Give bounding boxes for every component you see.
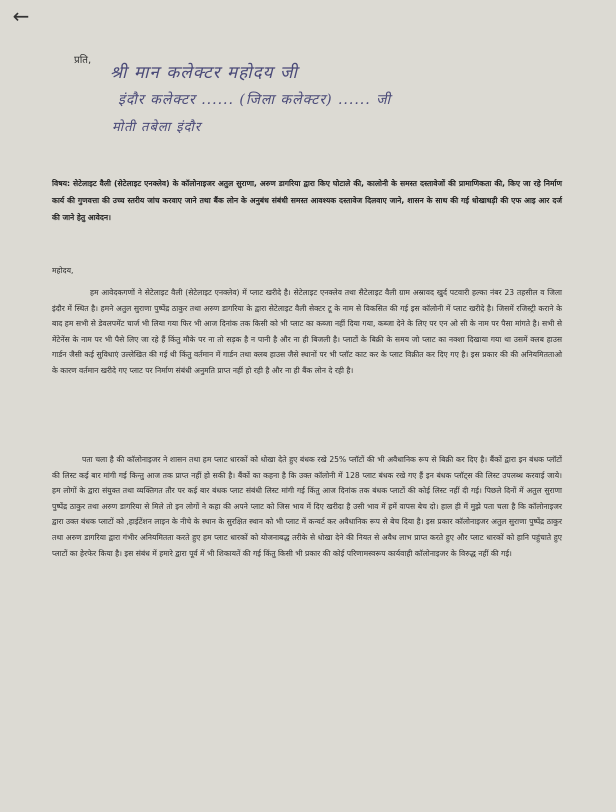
subject-text: विषय: सेटेलाइट वैली (सेटेलाइट एनक्लेव) के कॉलोनाइजर अतुल सुराणा, अरुण डागरिया द्वारा किए घोटाले की, कालोनी के समस्त दस्तावेजों की प्रामाणिकता की, किए जा रहे निर्माण कार्य की गुणवत्ता की उच्च स्तरीय जांच करवाए जाने तथा बैंक लोन के अनुबंध संबंधी समस्त आवश्यक दस्तावेज दिलवाए जाने, शासन के साथ की गई धोखाधड़ी की एफ आइ आर दर्ज की जाने हेतु आवेदन। [52, 179, 562, 222]
addressee-line-1: श्री मान कलेक्टर महोदय जी [110, 63, 298, 83]
addressee-line-2: इंदौर कलेक्टर ...... (जिला कलेक्टर) ...... जी [118, 92, 392, 108]
back-arrow-icon[interactable]: ← [12, 4, 30, 28]
salutation: महोदय, [52, 266, 74, 275]
paragraph-1: हम आवेदकगणों ने सेटेलाइट वैली (सेटेलाइट एनक्लेव) में प्लाट खरीदे है। सेटेलाइट एनक्लेव तथा सैटेलाइट वैली ग्राम अस्रावद खुर्द पटवारी हल्का नंबर 23 तहसील व जिला इंदौर में स्थित है। हमने अतुल सुराणा पुष्पेंद्र ठाकुर तथा अरुण डागरिया के द्वारा सेटेलाइट वैली सेक्टर टू के नाम से विकसित की गई इस कॉलोनी में प्लाट खरीदे है। जिसमें रजिस्ट्री कराने के बाद हम सभी से डेवलपमेंट चार्ज भी लिया गया फिर भी आज दिनांक तक किसी को भी प्लाट का कब्जा नहीं दिया गया, कब्जा देने के लिए पर एन ओ सी के नाम पर पैसा मांगते है। सभी से मेंटेनेंस के नाम पर भी पैसे लिए जा रहे हैं किंतु मौके पर ना तो सड़क है न पानी है और ना ही बिजली है। प्लाटों के बिक्री के समय जो प्लाट का नक्शा दिखाया गया था उसमें क्लब हाउस गार्डन जैसी कई सुविधाएं उल्लेखित की गई थी किंतु वर्तमान में गार्डन तथा क्लब हाउस जैसे स्थानों पर भी प्लॉट काट कर के प्लाट विक्रीत कर दिए गए है। इस प्रकार की की अनियमितताओ के कारण वर्तमान खरीदे गए प्लाट पर निर्माण संबंधी अनुमति प्राप्त नहीं हो रही है और ना ही बैंक लोन दे रही है। [52, 288, 562, 375]
paragraph-2: पता चला है की कॉलोनाइजर ने शासन तथा हम प्लाट धारकों को धोखा देते हुए बंधक रखे 25% प्लॉटों की भी अवैधानिक रूप से बिक्री कर दिए है। बैंकों द्वारा इन बंधक प्लॉटों की लिस्ट कई बार मांगी गई किन्तु आज तक प्राप्त नहीं हो सकी है। बैंकों का कहना है कि उक्त कॉलोनी में 128 प्लाट बंधक रखे गए हैं इन बंधक प्लॉट्स की लिस्ट उपलब्ध करवाई जाये। हम लोगों के द्वारा संयुक्त तथा व्यक्तिगत तौर पर कई बार बंधक प्लाट संबंधी लिस्ट मांगी गई किंतु आज दिनांक तक बंधक प्लाटों की कोई लिस्ट नहीं दी गई। पिछले दिनों में अतुल सुराणा पुष्पेंद्र ठाकुर तथा अरुण डागरिया से मिले तो इन लोगों ने कहा की अपने प्लाट को जिस भाव में दिए खरीदा है उसी भाव में हमें वापस बेच दो। हाल ही में मुझे पता चला है कि कॉलोनाइजर द्वारा उक्त बंधक प्लाटों को ,हाईटेंशन लाइन के नीचे के स्थान के सुरक्षित स्थान को भी प्लाट में कन्वर्ट कर अवैधानिक रूप से बेच दिया है। इस प्रकार कॉलोनाइजर अतुल सुराणा पुष्पेंद्र ठाकुर तथा अरुण डागरिया द्वारा गंभीर अनियमितता करते हुए हम प्लाट धारकों को योजनाबद्ध तरीके से धोखा देने की नियत से अवैध लाभ प्राप्त करते हुए और प्लाट धारकों को हानि पहुंचाते हुए प्लाटों का हेरफेर किया है। इस संबंध में हमारे द्वारा पूर्व में भी शिकायतें की गई किंतु किसी भी प्रकार की कोई परिणामस्वरूप कार्यवाही कॉलोनाइजर के विरुद्ध नहीं की गई। [52, 455, 562, 558]
addressee-line-3: मोती तबेला इंदौर [112, 120, 202, 135]
addressee-label: प्रति, [74, 55, 92, 66]
